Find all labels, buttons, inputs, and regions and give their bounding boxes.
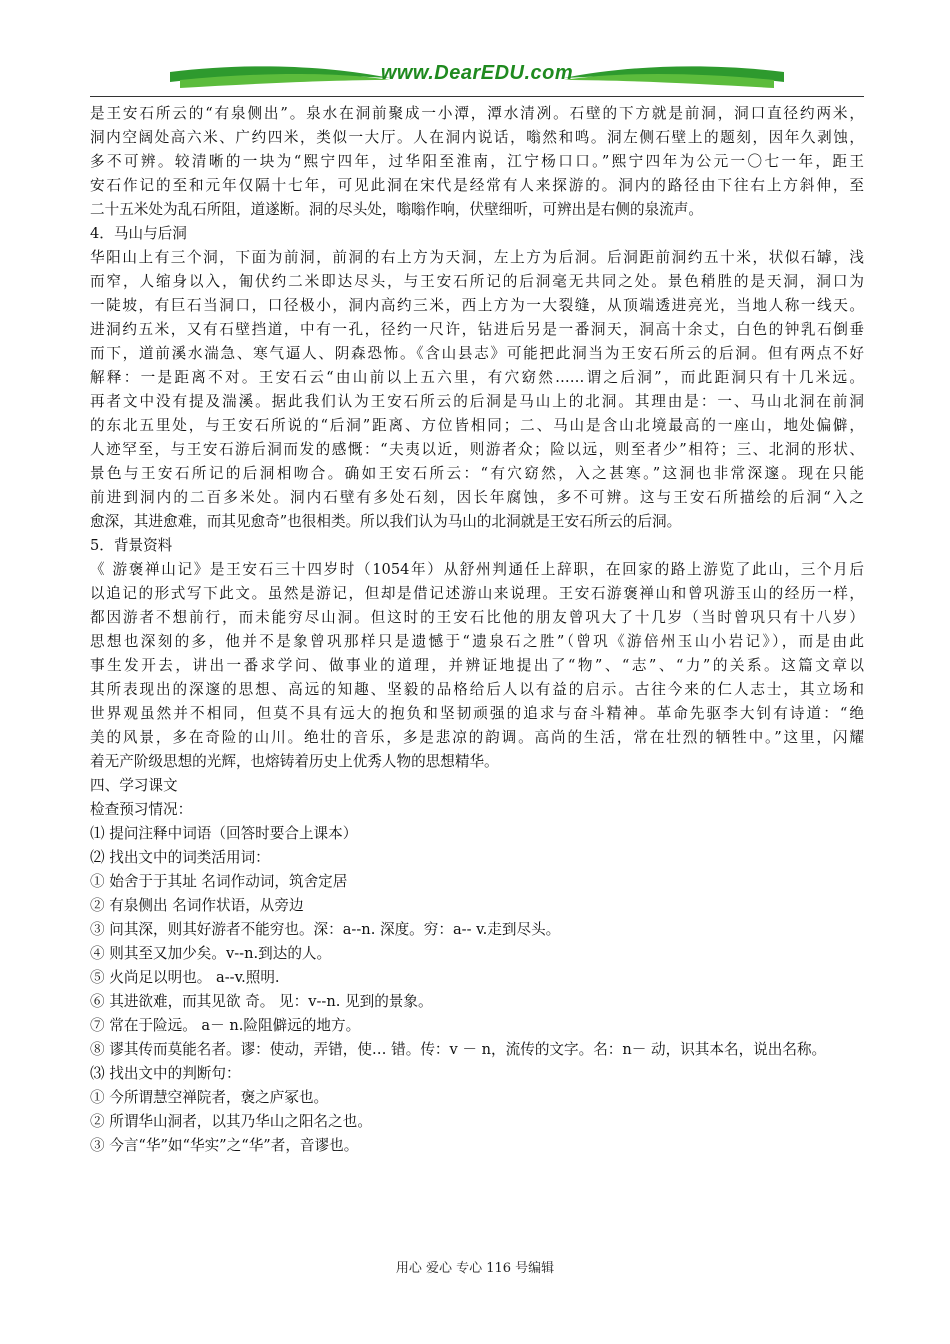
text-line: ② 所谓华山洞者，以其乃华山之阳名之也。 [90, 1113, 372, 1130]
text-line: ⑧ 谬其传而莫能名者。谬：使动，弄错，使… 错。传：v － n，流传的文字。名：n－ 动，识其本名，说出名称。 [90, 1041, 827, 1058]
text-line: 事生发开去，讲出一番求学问、做事业的道理，并辨证地提出了“物”、“志”、“力”的关系。这篇文章以 [90, 657, 864, 674]
text-line: 解释：一是距离不对。王安石云“由山前以上五六里，有穴窈然……谓之后洞”，而此距洞只有十几米远。 [90, 369, 864, 386]
text-line: ⑵ 找出文中的词类活用词： [90, 849, 270, 866]
text-line: 一陡坡，有巨石当洞口，口径极小，洞内高约三米，西上方为一大裂缝，从顶端透进亮光，当地人称一线天。 [90, 297, 864, 314]
text-line: 4．马山与后洞 [90, 225, 187, 242]
text-line: ⑤ 火尚足以明也。 a--v.照明. [90, 969, 280, 986]
text-line: 四、学习课文 [90, 777, 178, 794]
text-line: ③ 问其深，则其好游者不能穷也。深：a--n. 深度。穷：a-- v.走到尽头。 [90, 921, 561, 938]
text-line: 《 游褒禅山记》是王安石三十四岁时（1054年）从舒州判通任上辞职，在回家的路上游览了此山，三个月后 [90, 561, 864, 578]
text-line: 思想也深刻的多，他并不是象曾巩那样只是遗憾于“遗泉石之胜”（曾巩《游倍州玉山小岩记》），而是由此 [90, 633, 864, 650]
text-line: ① 始舍于于其址 名词作动词，筑舍定居 [90, 873, 348, 890]
text-line: ⑥ 其进欲难，而其见欲 奇。 见：v--n. 见到的景象。 [90, 993, 433, 1010]
text-line: 着无产阶级思想的光辉，也熔铸着历史上优秀人物的思想精华。 [90, 753, 499, 770]
text-line: 前进到洞内的二百多米处。洞内石壁有多处石刻，因长年腐蚀，多不可辨。这与王安石所描绘的后洞“入之 [90, 489, 864, 506]
text-line: 再者文中没有提及湍溪。据此我们认为王安石所云的后洞是马山上的北洞。其理由是：一、马山北洞在前洞 [90, 393, 864, 410]
text-line: 华阳山上有三个洞，下面为前洞，前洞的右上方为天洞，左上方为后洞。后洞距前洞约五十米，状似石罅，浅 [90, 249, 864, 266]
page-header [90, 58, 864, 100]
text-line: 愈深，其进愈难，而其见愈奇”也很相类。所以我们认为马山的北洞就是王安石所云的后洞。 [90, 513, 682, 530]
text-line: ⑦ 常在于险远。 a－ n.险阻僻远的地方。 [90, 1017, 361, 1034]
site-title: www.DearEDU.com [380, 62, 574, 84]
text-line: 美的风景，多在奇险的山川。绝壮的音乐，多是悲凉的韵调。高尚的生活，常在壮烈的牺牲中。”这里，闪耀 [90, 729, 864, 746]
text-line: 洞内空阔处高六米、广约四米，类似一大厅。人在洞内说话，嗡然和鸣。洞左侧石壁上的题刻，因年久剥蚀， [90, 129, 864, 146]
header-divider [90, 96, 864, 97]
text-line: 是王安石所云的“有泉侧出”。泉水在洞前聚成一小潭，潭水清冽。石壁的下方就是前洞，洞口直径约两米， [90, 105, 864, 122]
text-line: 5．背景资料 [90, 537, 173, 554]
text-line: 景色与王安石所记的后洞相吻合。确如王安石所云：“有穴窈然，入之甚寒。”这洞也非常深邃。现在只能 [90, 465, 864, 482]
document-body [90, 102, 864, 1158]
text-line: ① 今所谓慧空禅院者，褒之庐冢也。 [90, 1089, 329, 1106]
text-line: 进洞约五米，又有石壁挡道，中有一孔，径约一尺许，钻进后另是一番洞天，洞高十余丈，白色的钟乳石倒垂 [90, 321, 864, 338]
text-line: 其所表现出的深邃的思想、高远的知趣、坚毅的品格给后人以有益的启示。古往今来的仁人志士，其立场和 [90, 681, 864, 698]
text-line: 世界观虽然并不相同，但莫不具有远大的抱负和坚韧顽强的追求与奋斗精神。革命先驱李大钊有诗道：“绝 [90, 705, 864, 722]
text-line: 二十五米处为乱石所阻，道遂断。洞的尽头处，嗡嗡作响，伏壁细听，可辨出是右侧的泉流声。 [90, 201, 703, 218]
text-line: ② 有泉侧出 名词作状语，从旁边 [90, 897, 304, 914]
text-line: 以追记的形式写下此文。虽然是游记，但却是借记述游山来说理。王安石游褒禅山和曾巩游玉山的经历一样， [90, 585, 864, 602]
text-line: ④ 则其至又加少矣。v--n.到达的人。 [90, 945, 332, 962]
text-line: 安石作记的至和元年仅隔十七年，可见此洞在宋代是经常有人来探游的。洞内的路径由下往右上方斜伸，至 [90, 177, 864, 194]
text-line: 而窄，人缩身以入，匍伏约二米即达尽头，与王安石所记的后洞毫无共同之处。景色稍胜的是天洞，洞口为 [90, 273, 864, 290]
text-line: 都因游者不想前行，而未能穷尽山洞。但这时的王安石比他的朋友曾巩大了十几岁（当时曾巩只有十八岁） [90, 609, 864, 626]
text-line: 人迹罕至，与王安石游后洞而发的感慨：“夫夷以近，则游者众；险以远，则至者少”相符；三、北洞的形状、 [90, 441, 864, 458]
text-line: ⑶ 找出文中的判断句： [90, 1065, 241, 1082]
text-line: 检查预习情况： [90, 801, 193, 818]
text-line: ⑴ 提问注释中词语（回答时要合上课本） [90, 825, 358, 842]
text-line: 而下，道前溪水湍急、寒气逼人、阴森恐怖。《含山县志》可能把此洞当为王安石所云的后洞。但有两点不好 [90, 345, 864, 362]
page-footer: 用心 爱心 专心 116 号编辑 [395, 1261, 555, 1276]
text-line: 的东北五里处，与王安石所说的“后洞”距离、方位皆相同；二、马山是含山北境最高的一座山，地处偏僻， [90, 417, 864, 434]
text-line: ③ 今言“华”如“华实”之“华”者，音谬也。 [90, 1137, 359, 1154]
text-line: 多不可辨。较清晰的一块为“熙宁四年，过华阳至淮南，江宁杨口口。”熙宁四年为公元一〇七一年，距王 [90, 153, 864, 170]
